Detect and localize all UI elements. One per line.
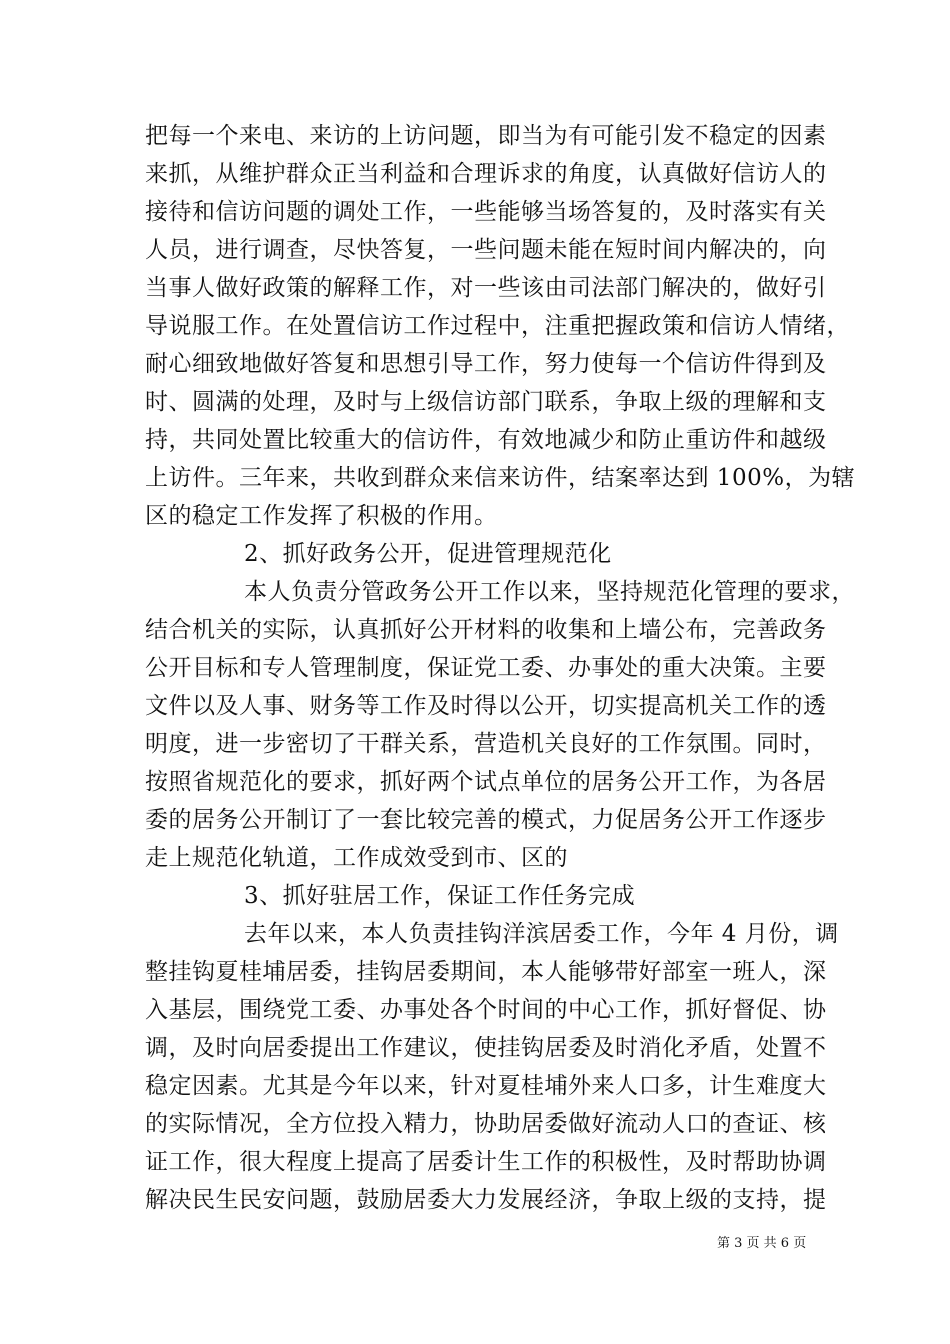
page-number: 第 3 页 共 6 页	[717, 1236, 807, 1251]
text-line: 文件以及人事、财务等工作及时得以公开，切实提高机关工作的透	[145, 693, 827, 719]
text-line: 的实际情况，全方位投入精力，协助居委做好流动人口的查证、核	[145, 1111, 827, 1137]
text-line: 导说服工作。在处置信访工作过程中，注重把握政策和信访人情绪，	[145, 313, 850, 339]
text-line: 调，及时向居委提出工作建议，使挂钩居委及时消化矛盾，处置不	[145, 1035, 827, 1061]
text-line: 结合机关的实际，认真抓好公开材料的收集和上墙公布，完善政务	[145, 617, 827, 643]
text-line: 稳定因素。尤其是今年以来，针对夏桂埔外来人口多，计生难度大	[145, 1073, 827, 1099]
text-line: 持，共同处置比较重大的信访件，有效地减少和防止重访件和越级	[145, 427, 827, 453]
text-line: 当事人做好政策的解释工作，对一些该由司法部门解决的，做好引	[145, 275, 827, 301]
text-line: 解决民生民安问题，鼓励居委大力发展经济，争取上级的支持，提	[145, 1187, 827, 1213]
paragraph-first-line: 去年以来，本人负责挂钩洋滨居委工作，今年 4 月份，调	[244, 921, 839, 947]
text-line: 耐心细致地做好答复和思想引导工作，努力使每一个信访件得到及	[145, 351, 827, 377]
text-line: 整挂钩夏桂埔居委，挂钩居委期间，本人能够带好部室一班人，深	[145, 959, 827, 985]
text-line: 人员，进行调查，尽快答复，一些问题未能在短时间内解决的，向	[145, 237, 827, 263]
text-line: 时、圆满的处理，及时与上级信访部门联系，争取上级的理解和支	[145, 389, 827, 415]
text-line: 走上规范化轨道，工作成效受到市、区的	[145, 845, 568, 871]
text-line: 把每一个来电、来访的上访问题，即当为有可能引发不稳定的因素	[145, 123, 827, 149]
section-heading: 2、抓好政务公开，促进管理规范化	[244, 541, 612, 567]
text-line: 明度，进一步密切了干群关系，营造机关良好的工作氛围。同时，	[145, 731, 827, 757]
text-line: 接待和信访问题的调处工作，一些能够当场答复的，及时落实有关	[145, 199, 827, 225]
section-heading: 3、抓好驻居工作，保证工作任务完成	[244, 883, 636, 909]
text-line: 公开目标和专人管理制度，保证党工委、办事处的重大决策。主要	[145, 655, 827, 681]
text-line: 入基层，围绕党工委、办事处各个时间的中心工作，抓好督促、协	[145, 997, 827, 1023]
paragraph-first-line: 本人负责分管政务公开工作以来，坚持规范化管理的要求，	[244, 579, 855, 605]
text-line: 上访件。三年来，共收到群众来信来访件，结案率达到 100%，为辖	[145, 465, 856, 491]
text-line: 按照省规范化的要求，抓好两个试点单位的居务公开工作，为各居	[145, 769, 827, 795]
text-line: 来抓，从维护群众正当利益和合理诉求的角度，认真做好信访人的	[145, 161, 827, 187]
text-line: 证工作，很大程度上提高了居委计生工作的积极性，及时帮助协调	[145, 1149, 827, 1175]
text-line: 区的稳定工作发挥了积极的作用。	[145, 503, 498, 529]
text-line: 委的居务公开制订了一套比较完善的模式，力促居务公开工作逐步	[145, 807, 827, 833]
